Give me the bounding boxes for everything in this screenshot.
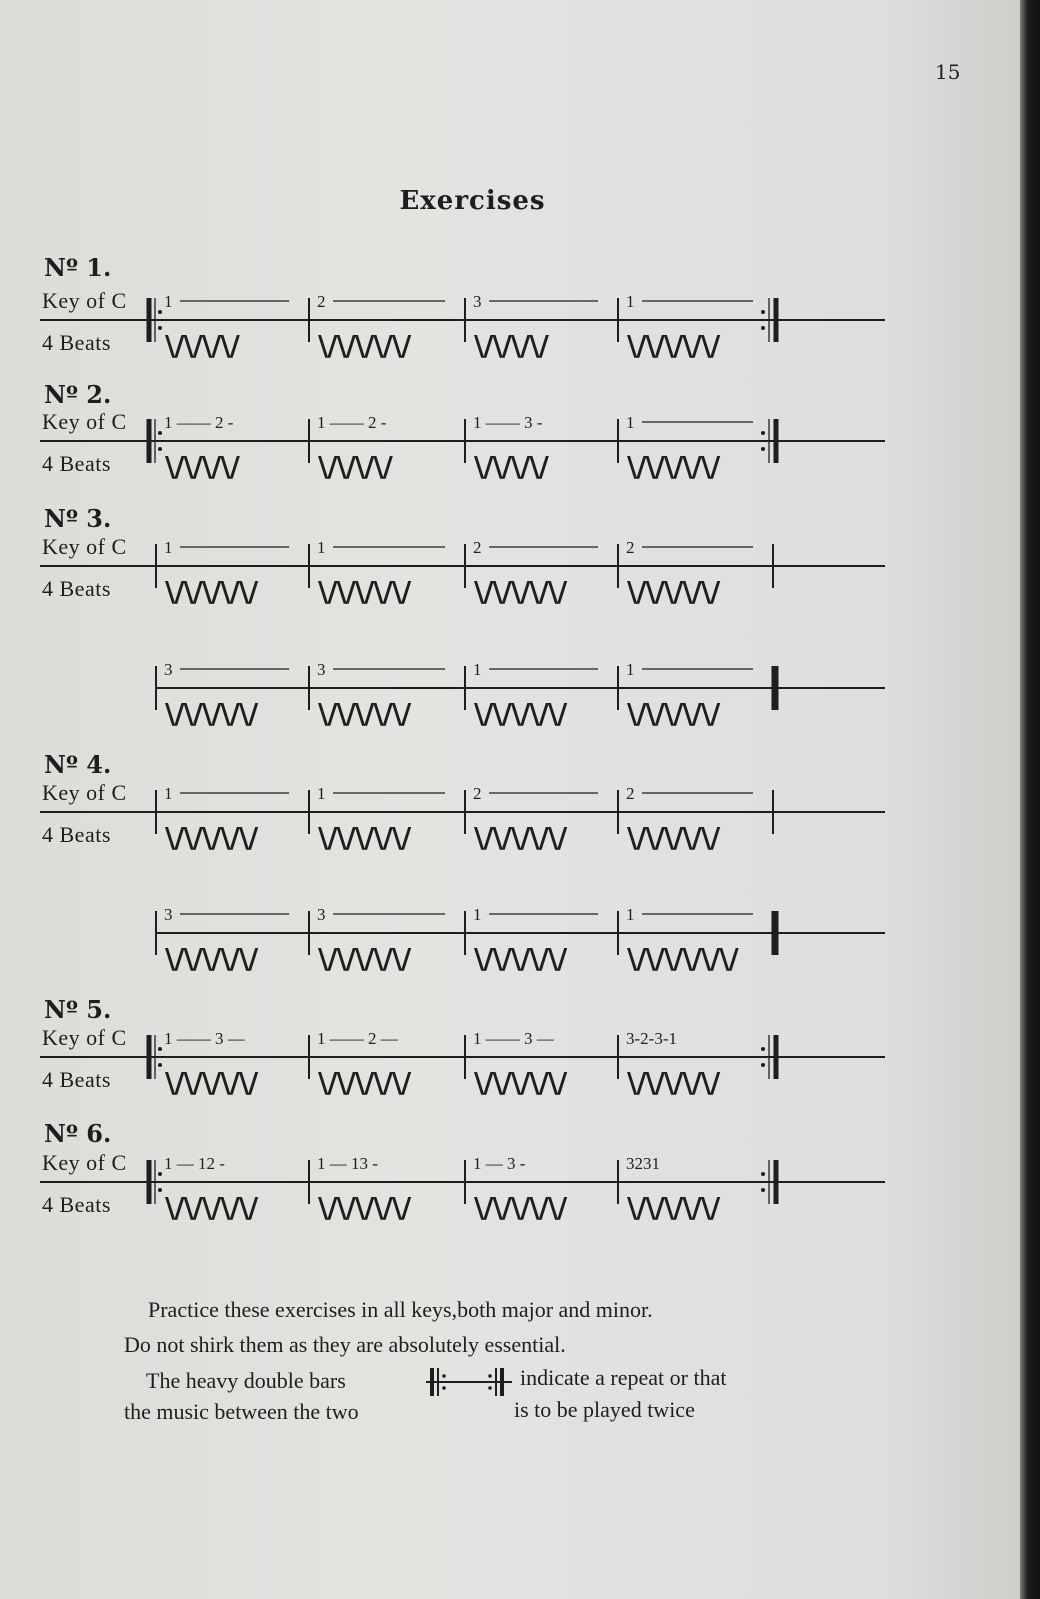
strum-pattern: \/\/\/\/\/ (165, 575, 258, 608)
repeat-dot (761, 1172, 765, 1176)
chord-marking: 1 — 12 - (164, 1154, 225, 1173)
strum-pattern: \/\/\/\/\/ (474, 697, 567, 730)
repeat-bars-icon (424, 1364, 514, 1400)
strum-pattern: \/\/\/\/\/ (627, 697, 720, 730)
strum-pattern: \/\/\/\/ (474, 450, 548, 483)
chord-marking: 1 (317, 784, 326, 803)
exercise-heading: Nº 1. (44, 253, 112, 282)
exercise-heading: Nº 3. (44, 504, 112, 533)
exercise-heading: Nº 4. (44, 750, 112, 779)
strum-pattern: \/\/\/\/\/ (165, 821, 258, 854)
key-label: Key of C (42, 534, 127, 559)
chord-marking: 1 (164, 538, 173, 557)
key-label: Key of C (42, 780, 127, 805)
note-line-3-start: The heavy double bars (146, 1368, 346, 1393)
chord-marking: 1 — 3 - (473, 1154, 526, 1173)
strum-pattern: \/\/\/\/\/ (627, 575, 720, 608)
beats-label: 4 Beats (42, 330, 111, 355)
chord-marking: 3 (317, 660, 326, 679)
strum-pattern: \/\/\/\/\/ (474, 942, 567, 975)
exercise-heading: Nº 2. (44, 380, 112, 409)
strum-pattern: \/\/\/\/\/ (474, 1191, 567, 1224)
key-label: Key of C (42, 409, 127, 434)
key-label: Key of C (42, 288, 127, 313)
chord-marking: 3231 (626, 1154, 660, 1173)
chord-marking: 1 —— 3 — (473, 1029, 554, 1048)
chord-marking: 1 (626, 413, 635, 432)
strum-pattern: \/\/\/\/\/\/ (627, 942, 738, 975)
strum-pattern: \/\/\/\/\/ (165, 942, 258, 975)
chord-marking: 1 (626, 905, 635, 924)
chord-marking: 1 (626, 660, 635, 679)
chord-marking: 1 —— 2 — (317, 1029, 398, 1048)
chord-marking: 2 (317, 292, 326, 311)
chord-marking: 1 —— 3 — (164, 1029, 245, 1048)
strum-pattern: \/\/\/\/\/ (318, 942, 411, 975)
repeat-dot (158, 1188, 162, 1192)
key-label: Key of C (42, 1025, 127, 1050)
strum-pattern: \/\/\/\/\/ (627, 1066, 720, 1099)
repeat-dot (158, 1047, 162, 1051)
beats-label: 4 Beats (42, 1067, 111, 1092)
page-title: Exercises (399, 186, 546, 216)
note-line-4-start: the music between the two (124, 1399, 359, 1424)
chord-marking: 1 (317, 538, 326, 557)
page-number: 15 (935, 60, 961, 84)
repeat-dot (761, 1063, 765, 1067)
strum-pattern: \/\/\/\/\/ (474, 821, 567, 854)
chord-marking: 3 (164, 905, 173, 924)
strum-pattern: \/\/\/\/ (474, 329, 548, 362)
strum-pattern: \/\/\/\/\/ (165, 1191, 258, 1224)
strum-pattern: \/\/\/\/\/ (318, 329, 411, 362)
chord-marking: 1 —— 2 - (164, 413, 234, 432)
strum-pattern: \/\/\/\/\/ (627, 821, 720, 854)
chord-marking: 2 (626, 784, 635, 803)
exercise-heading: Nº 5. (44, 995, 112, 1024)
repeat-dot (158, 431, 162, 435)
note-line-1: Practice these exercises in all keys,both major and minor. (148, 1297, 653, 1322)
strum-pattern: \/\/\/\/\/ (318, 821, 411, 854)
chord-marking: 1 — 13 - (317, 1154, 378, 1173)
repeat-dot (761, 1188, 765, 1192)
chord-marking: 1 —— 2 - (317, 413, 387, 432)
strum-pattern: \/\/\/\/\/ (318, 697, 411, 730)
chord-marking: 1 (473, 660, 482, 679)
note-line-2: Do not shirk them as they are absolutely essential. (124, 1332, 566, 1357)
beats-label: 4 Beats (42, 1192, 111, 1217)
chord-marking: 2 (473, 784, 482, 803)
repeat-dot (158, 1063, 162, 1067)
strum-pattern: \/\/\/\/\/ (165, 1066, 258, 1099)
beats-label: 4 Beats (42, 451, 111, 476)
repeat-dot (761, 1047, 765, 1051)
strum-pattern: \/\/\/\/\/ (627, 1191, 720, 1224)
chord-marking: 3 (164, 660, 173, 679)
chord-marking: 1 (626, 292, 635, 311)
strum-pattern: \/\/\/\/\/ (165, 697, 258, 730)
strum-pattern: \/\/\/\/\/ (318, 1191, 411, 1224)
repeat-dot (761, 310, 765, 314)
chord-marking: 3 (473, 292, 482, 311)
chord-marking: 2 (626, 538, 635, 557)
repeat-dot (158, 326, 162, 330)
strum-pattern: \/\/\/\/ (165, 329, 239, 362)
repeat-dot (761, 431, 765, 435)
repeat-dot (158, 447, 162, 451)
note-line-3-end: indicate a repeat or that (520, 1365, 727, 1390)
beats-label: 4 Beats (42, 576, 111, 601)
strum-pattern: \/\/\/\/\/ (318, 575, 411, 608)
chord-marking: 1 —— 3 - (473, 413, 543, 432)
chord-marking: 3 (317, 905, 326, 924)
chord-marking: 1 (164, 784, 173, 803)
exercise-heading: Nº 6. (44, 1119, 112, 1148)
repeat-dot (761, 447, 765, 451)
key-label: Key of C (42, 1150, 127, 1175)
beats-label: 4 Beats (42, 822, 111, 847)
strum-pattern: \/\/\/\/\/ (474, 1066, 567, 1099)
repeat-dot (158, 1172, 162, 1176)
repeat-dot (761, 326, 765, 330)
strum-pattern: \/\/\/\/\/ (318, 1066, 411, 1099)
repeat-dot (158, 310, 162, 314)
chord-marking: 1 (164, 292, 173, 311)
chord-marking: 2 (473, 538, 482, 557)
strum-pattern: \/\/\/\/\/ (627, 329, 720, 362)
strum-pattern: \/\/\/\/\/ (627, 450, 720, 483)
chord-marking: 3-2-3-1 (626, 1029, 677, 1048)
note-line-4-end: is to be played twice (514, 1397, 695, 1422)
chord-marking: 1 (473, 905, 482, 924)
strum-pattern: \/\/\/\/\/ (474, 575, 567, 608)
strum-pattern: \/\/\/\/ (318, 450, 392, 483)
strum-pattern: \/\/\/\/ (165, 450, 239, 483)
